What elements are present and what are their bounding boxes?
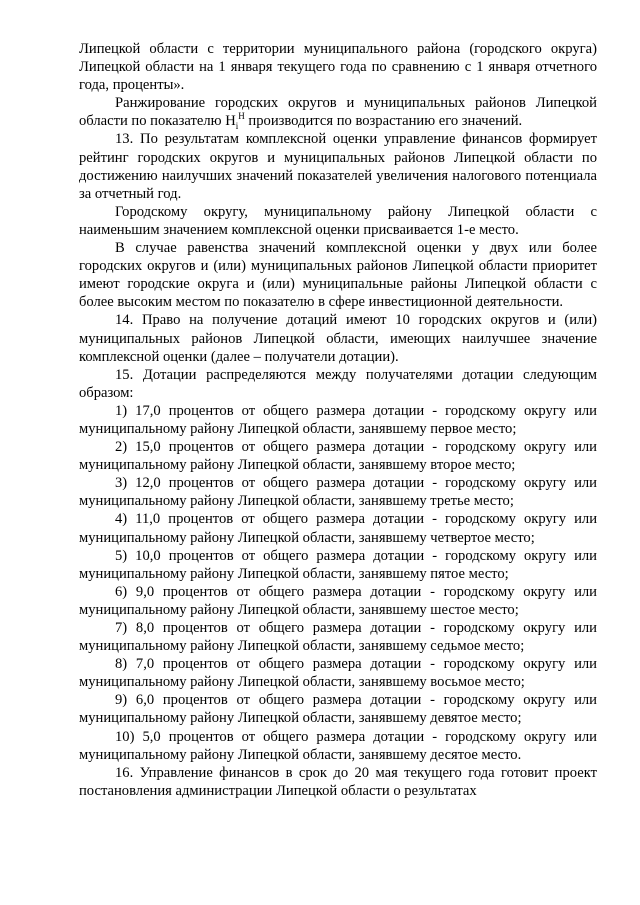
list-item: 4) 11,0 процентов от общего размера дотации - городскому округу или муниципальному району Липецкой области, занявшему четвертое место;	[79, 511, 597, 546]
list-item: 3) 12,0 процентов от общего размера дотации - городскому округу или муниципальному району Липецкой области, занявшему третье место;	[79, 475, 597, 510]
paragraph-ranking	[79, 94, 597, 130]
list-item: 9) 6,0 процентов от общего размера дотации - городскому округу или муниципальному району Липецкой области, занявшему девятое место;	[79, 692, 597, 727]
paragraph-text: производится по возрастанию его значений.	[244, 113, 523, 130]
paragraph: Городскому округу, муниципальному району Липецкой области с наименьшим значением комплексной оценки присваивается 1-е место.	[79, 203, 597, 238]
document-page	[79, 40, 597, 800]
paragraph: 15. Дотации распределяются между получателями дотации следующим образом:	[79, 366, 597, 401]
list-item: 10) 5,0 процентов от общего размера дотации - городскому округу или муниципальному району Липецкой области, занявшему десятое место.	[79, 728, 597, 763]
list-item: 1) 17,0 процентов от общего размера дотации - городскому округу или муниципальному району Липецкой области, занявшему первое место;	[79, 402, 597, 437]
paragraph-text: Ранжирование городских округов и муниципальных районов Липецкой области по показателю	[79, 95, 597, 130]
list-item: 2) 15,0 процентов от общего размера дотации - городскому округу или муниципальному району Липецкой области, занявшему второе место;	[79, 439, 597, 474]
paragraph: 16. Управление финансов в срок до 20 мая текущего года готовит проект постановления администрации Липецкой области о результатах	[79, 764, 597, 799]
paragraph: В случае равенства значений комплексной оценки у двух или более городских округов и (или) муниципальных районов Липецкой области приоритет имеют городские округа и (или) муниципальные районы Липецкой области с более высоким местом по показателю в сфере инвестиционной деятельности.	[79, 240, 597, 311]
list-item: 8) 7,0 процентов от общего размера дотации - городскому округу или муниципальному району Липецкой области, занявшему восьмое место;	[79, 656, 597, 691]
list-item: 7) 8,0 процентов от общего размера дотации - городскому округу или муниципальному району Липецкой области, занявшему седьмое место;	[79, 620, 597, 655]
indicator-symbol: $Н_i^Н$	[225, 111, 245, 132]
list-item: 6) 9,0 процентов от общего размера дотации - городскому округу или муниципальному району Липецкой области, занявшему шестое место;	[79, 583, 597, 618]
paragraph: Липецкой области с территории муниципального района (городского округа) Липецкой области на 1 января текущего года по сравнению с 1 января отчетного года, проценты».	[79, 41, 597, 94]
paragraph: 13. По результатам комплексной оценки управление финансов формирует рейтинг городских округов и муниципальных районов Липецкой области по достижению наилучших значений показателей увеличения налогового потенциала за отчетный год.	[79, 131, 597, 202]
paragraph: 14. Право на получение дотаций имеют 10 городских округов и (или) муниципальных районов Липецкой области, имеющих наилучшее значение комплексной оценки (далее – получатели дотации).	[79, 312, 597, 365]
list-item: 5) 10,0 процентов от общего размера дотации - городскому округу или муниципальному району Липецкой области, занявшему пятое место;	[79, 547, 597, 582]
